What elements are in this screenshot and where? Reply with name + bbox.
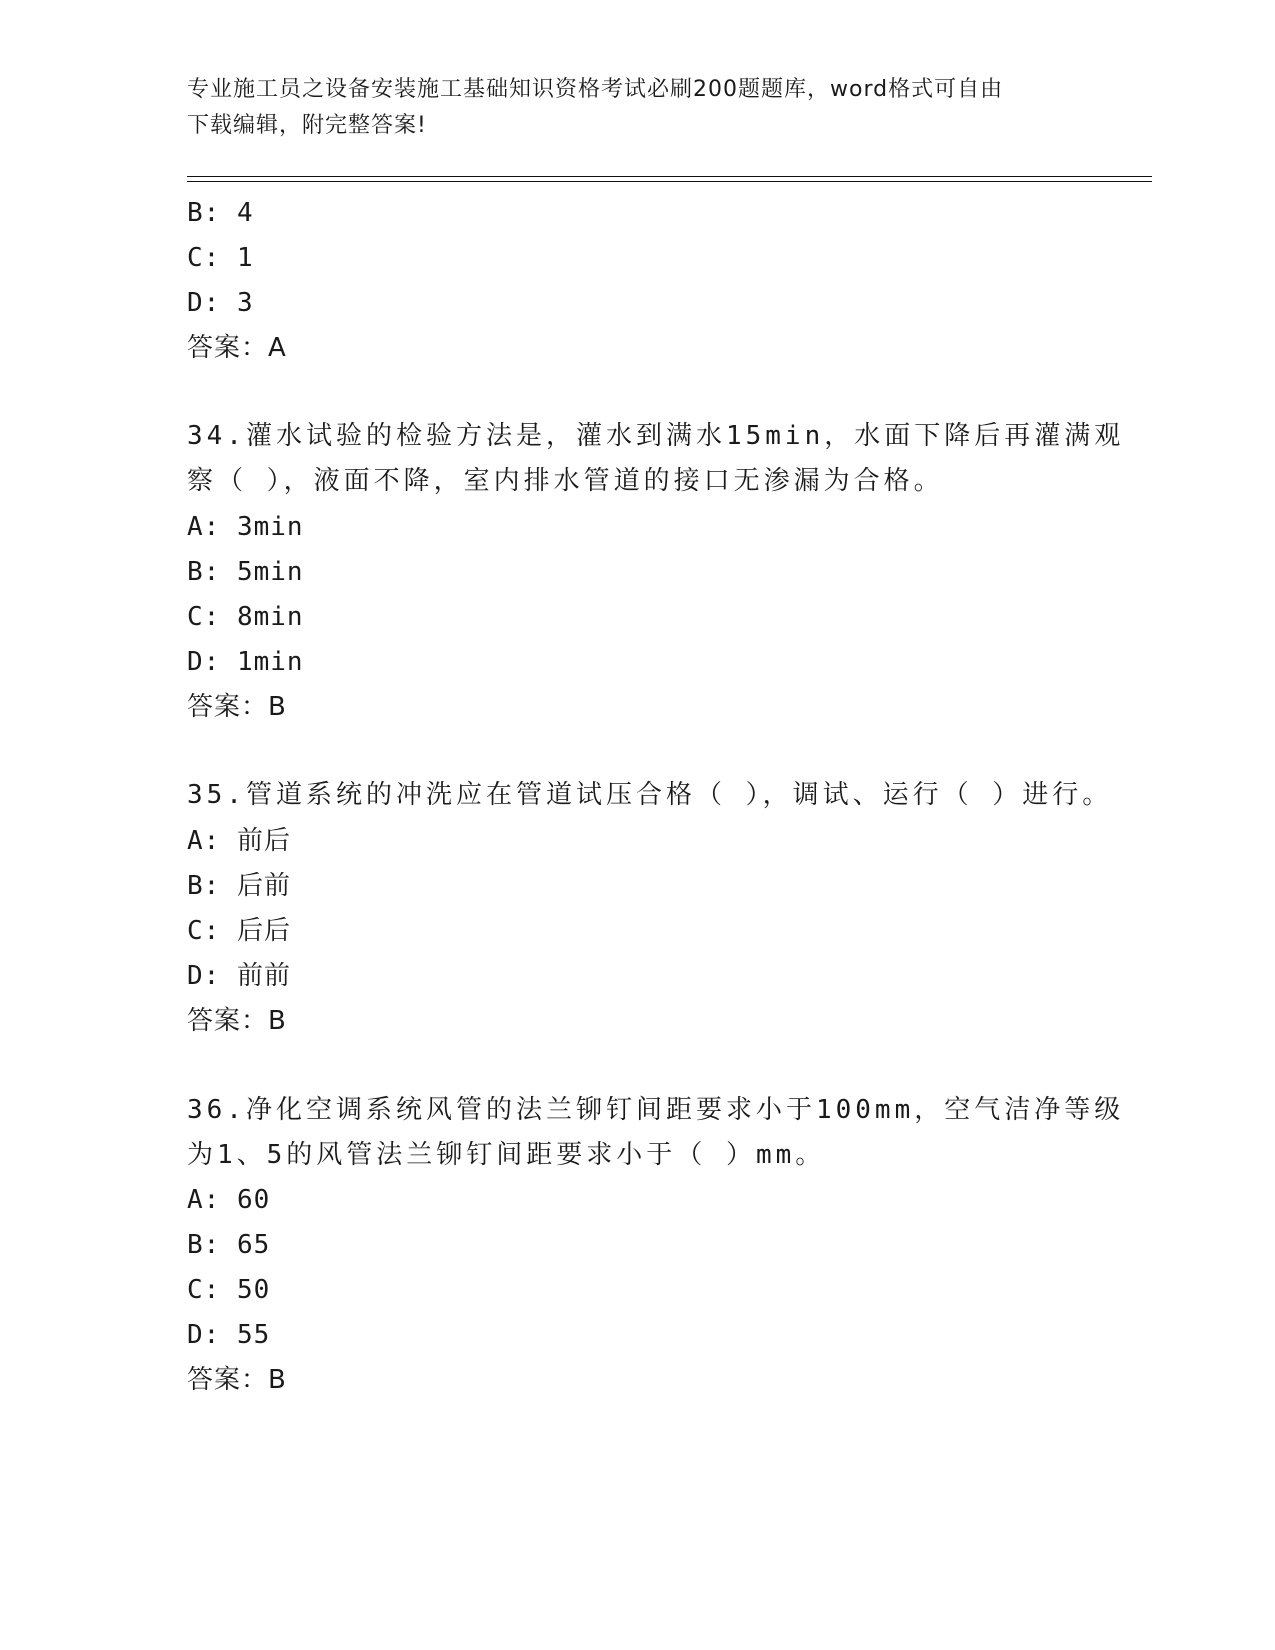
option-b: B: 4 [187, 198, 254, 228]
question-36-option-c: C: 50 [187, 1275, 271, 1305]
question-34-stem-line1: 34.灌水试验的检验方法是，灌水到满水15min，水面下降后再灌满观 [187, 421, 1125, 451]
question-34-option-b: B: 5min [187, 557, 304, 587]
question-34-option-d: D: 1min [187, 647, 304, 677]
option-c: C: 1 [187, 243, 254, 273]
question-35-option-d: D: 前前 [187, 961, 291, 991]
question-35-stem-line1: 35.管道系统的冲洗应在管道试压合格（ ），调试、运行（ ）进行。 [187, 780, 1113, 810]
document-header [187, 72, 1067, 144]
question-34-option-a: A: 3min [187, 512, 304, 542]
header-divider-bottom [187, 181, 1152, 182]
option-d: D: 3 [187, 288, 254, 318]
question-34-option-c: C: 8min [187, 602, 304, 632]
question-35-answer: 答案：B [187, 1006, 287, 1036]
question-36-option-b: B: 65 [187, 1230, 271, 1260]
question-34-answer: 答案：B [187, 692, 287, 722]
question-36-answer: 答案：B [187, 1365, 287, 1395]
question-35-option-b: B: 后前 [187, 871, 291, 901]
question-35-option-a: A: 前后 [187, 826, 291, 856]
answer-line: 答案：A [187, 333, 287, 363]
question-36-option-d: D: 55 [187, 1320, 271, 1350]
question-36-option-a: A: 60 [187, 1185, 271, 1215]
header-title-line2: 下载编辑，附完整答案! [187, 113, 427, 138]
question-36-stem-line1: 36.净化空调系统风管的法兰铆钉间距要求小于100mm，空气洁净等级 [187, 1095, 1125, 1125]
question-35-option-c: C: 后后 [187, 916, 291, 946]
header-title-line1: 专业施工员之设备安装施工基础知识资格考试必刷200题题库，word格式可自由 [187, 77, 1004, 102]
question-36-stem-line2: 为1、5的风管法兰铆钉间距要求小于（ ）mm。 [187, 1140, 826, 1170]
question-34-stem-line2: 察（ ），液面不降，室内排水管道的接口无渗漏为合格。 [187, 466, 944, 496]
header-divider-top [187, 176, 1152, 177]
